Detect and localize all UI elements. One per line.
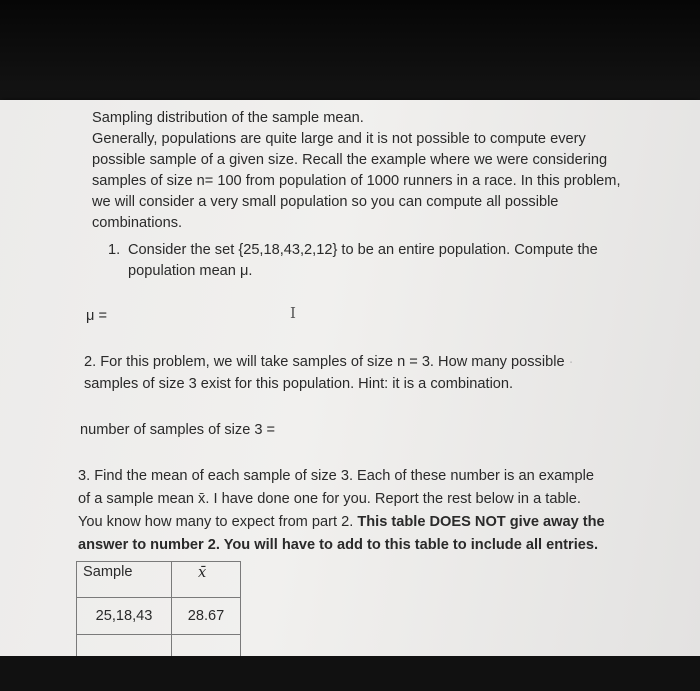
intro-paragraph — [92, 108, 621, 234]
dark-top-background — [0, 0, 700, 100]
question-1-line: Consider the set {25,18,43,2,12} to be an entire population. Compute the — [128, 242, 598, 258]
number-of-samples-label: number of samples of size 3 = — [80, 422, 276, 438]
question-3-line: You know how many to expect from part 2. — [78, 514, 358, 530]
intro-title: Sampling distribution of the sample mean. — [92, 110, 364, 126]
question-3 — [78, 466, 605, 558]
intro-line: samples of size n= 100 from population of 1000 runners in a race. In this problem, — [92, 173, 621, 189]
question-2-line: 2. For this problem, we will take samples of size n = 3. How many possible — [84, 354, 565, 370]
intro-line: Generally, populations are quite large and it is not possible to compute every — [92, 131, 586, 147]
intro-line: we will consider a very small population so you can compute all possible — [92, 194, 559, 210]
question-3-bold-text: answer to number 2. You will have to add to this table to include all entries. — [78, 537, 599, 553]
mu-answer-label: μ = — [86, 308, 107, 324]
question-1-number: 1. — [108, 242, 121, 258]
header-sample: Sample — [77, 562, 172, 598]
question-1-line: population mean μ. — [128, 263, 253, 279]
table-header-row — [77, 562, 241, 598]
question-3-line: 3. Find the mean of each sample of size 3. Each of these number is an example — [78, 468, 594, 484]
question-3-line: of a sample mean x̄. I have done one for you. Report the rest below in a table. — [78, 491, 581, 507]
header-sample-mean: x̄ — [172, 562, 241, 598]
question-3-bold-text: This table DOES NOT give away the — [357, 514, 605, 530]
question-1 — [108, 240, 598, 282]
dark-bottom-background — [0, 656, 700, 691]
intro-line: possible sample of a given size. Recall the example where we were considering — [92, 152, 608, 168]
table-row — [77, 598, 241, 635]
question-2-line: samples of size 3 exist for this population. Hint: it is a combination. — [84, 376, 514, 392]
stray-dot-mark: · — [568, 354, 574, 370]
table-cell-sample: 25,18,43 — [77, 598, 172, 635]
question-2 — [84, 352, 574, 396]
intro-line: combinations. — [92, 215, 183, 231]
table-cell-mean: 28.67 — [172, 598, 241, 635]
text-cursor-icon: I — [290, 304, 296, 322]
